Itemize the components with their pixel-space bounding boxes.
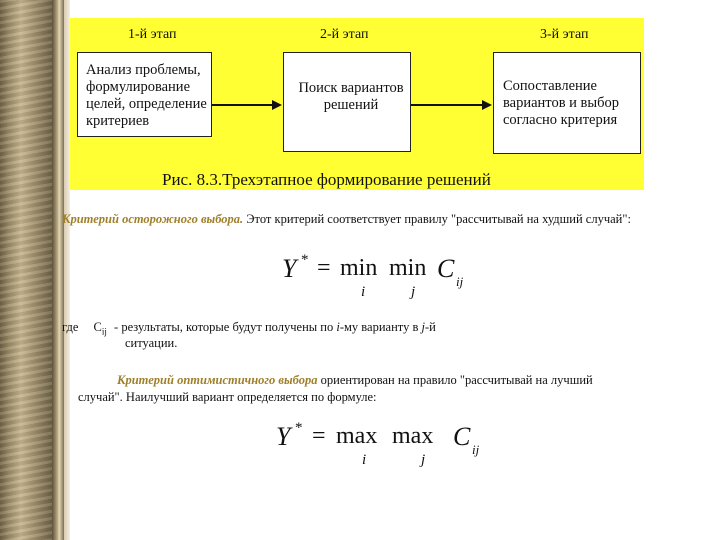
- stage-1-box: [77, 52, 212, 137]
- where-index-i: i: [336, 320, 340, 334]
- arrow-2-line: [411, 104, 485, 106]
- arrow-2-head-icon: [482, 100, 492, 110]
- formula-star: *: [295, 420, 303, 436]
- formula-lhs: Y: [282, 254, 297, 283]
- paragraph-optimistic: [117, 373, 593, 388]
- stage-3-line: согласно критерия: [503, 112, 618, 128]
- paragraph-cautious: [62, 212, 631, 227]
- stage-3-line: Сопоставление: [503, 78, 597, 94]
- term-cautious-choice: Критерий осторожного выбора.: [62, 212, 244, 226]
- formula-variable: C: [453, 422, 471, 451]
- paragraph-optimistic-text: ориентирован на правило "рассчитывай на лучший: [317, 373, 593, 387]
- where-text-c: -й: [424, 320, 436, 334]
- stage-2-line: решений: [323, 97, 379, 113]
- where-word: где: [62, 320, 79, 334]
- stage-2-box: [283, 52, 411, 152]
- where-symbol: C: [93, 320, 102, 334]
- formula-index-j: j: [411, 284, 416, 300]
- where-text-a: - результаты, которые будут получены по: [114, 320, 337, 334]
- paragraph-optimistic-line-2: случай". Наилучший вариант определяется по формуле:: [78, 390, 377, 404]
- decorative-pillar: [52, 0, 64, 540]
- stages-figure: [70, 18, 644, 190]
- term-optimistic-choice: Критерий оптимистичного выбора: [117, 373, 318, 387]
- formula-variable-subscript: ij: [456, 274, 464, 289]
- formula-variable-subscript: ij: [472, 442, 480, 457]
- formula-variable: C: [437, 254, 455, 283]
- formula-index-i: i: [362, 452, 367, 468]
- where-index-j: j: [421, 320, 425, 334]
- stage-2-line: Поиск вариантов: [298, 80, 404, 96]
- figure-caption: Рис. 8.3.Трехэтапное формирование решений: [162, 170, 491, 189]
- formula-min-min: [282, 254, 512, 304]
- formula-min-operator: min: [340, 255, 378, 281]
- formula-max-operator: max: [336, 423, 378, 449]
- formula-index-i: i: [361, 284, 366, 300]
- paragraph-where: [62, 320, 436, 337]
- arrow-1-line: [212, 104, 274, 106]
- formula-min-operator: min: [389, 255, 427, 281]
- arrow-1-head-icon: [272, 100, 282, 110]
- stage-1-line: целей, определение: [86, 96, 207, 112]
- where-symbol-subscript: ij: [101, 326, 107, 337]
- formula-index-j: j: [421, 452, 426, 468]
- stage-2-label: 2-й этап: [320, 27, 369, 42]
- stage-3-box: [493, 52, 641, 154]
- where-line-2: ситуации.: [125, 336, 178, 350]
- stage-3-line: вариантов и выбор: [503, 95, 620, 111]
- formula-max-max: [276, 422, 516, 472]
- decorative-marble-stripe: [0, 0, 52, 540]
- stage-3-label: 3-й этап: [540, 27, 589, 42]
- where-text-b: -му варианту в: [339, 320, 422, 334]
- formula-star: *: [301, 252, 309, 268]
- stage-1-line: Анализ проблемы,: [86, 62, 201, 78]
- formula-max-operator: max: [392, 423, 434, 449]
- stage-1-label: 1-й этап: [128, 27, 177, 42]
- stage-1-line: формулирование: [86, 79, 191, 95]
- stage-1-line: критериев: [86, 113, 150, 129]
- formula-lhs: Y: [276, 422, 291, 451]
- formula-equals: =: [317, 255, 331, 281]
- paragraph-cautious-text: Этот критерий соответствует правилу "рассчитывай на худший случай":: [243, 212, 631, 226]
- formula-equals: =: [312, 423, 326, 449]
